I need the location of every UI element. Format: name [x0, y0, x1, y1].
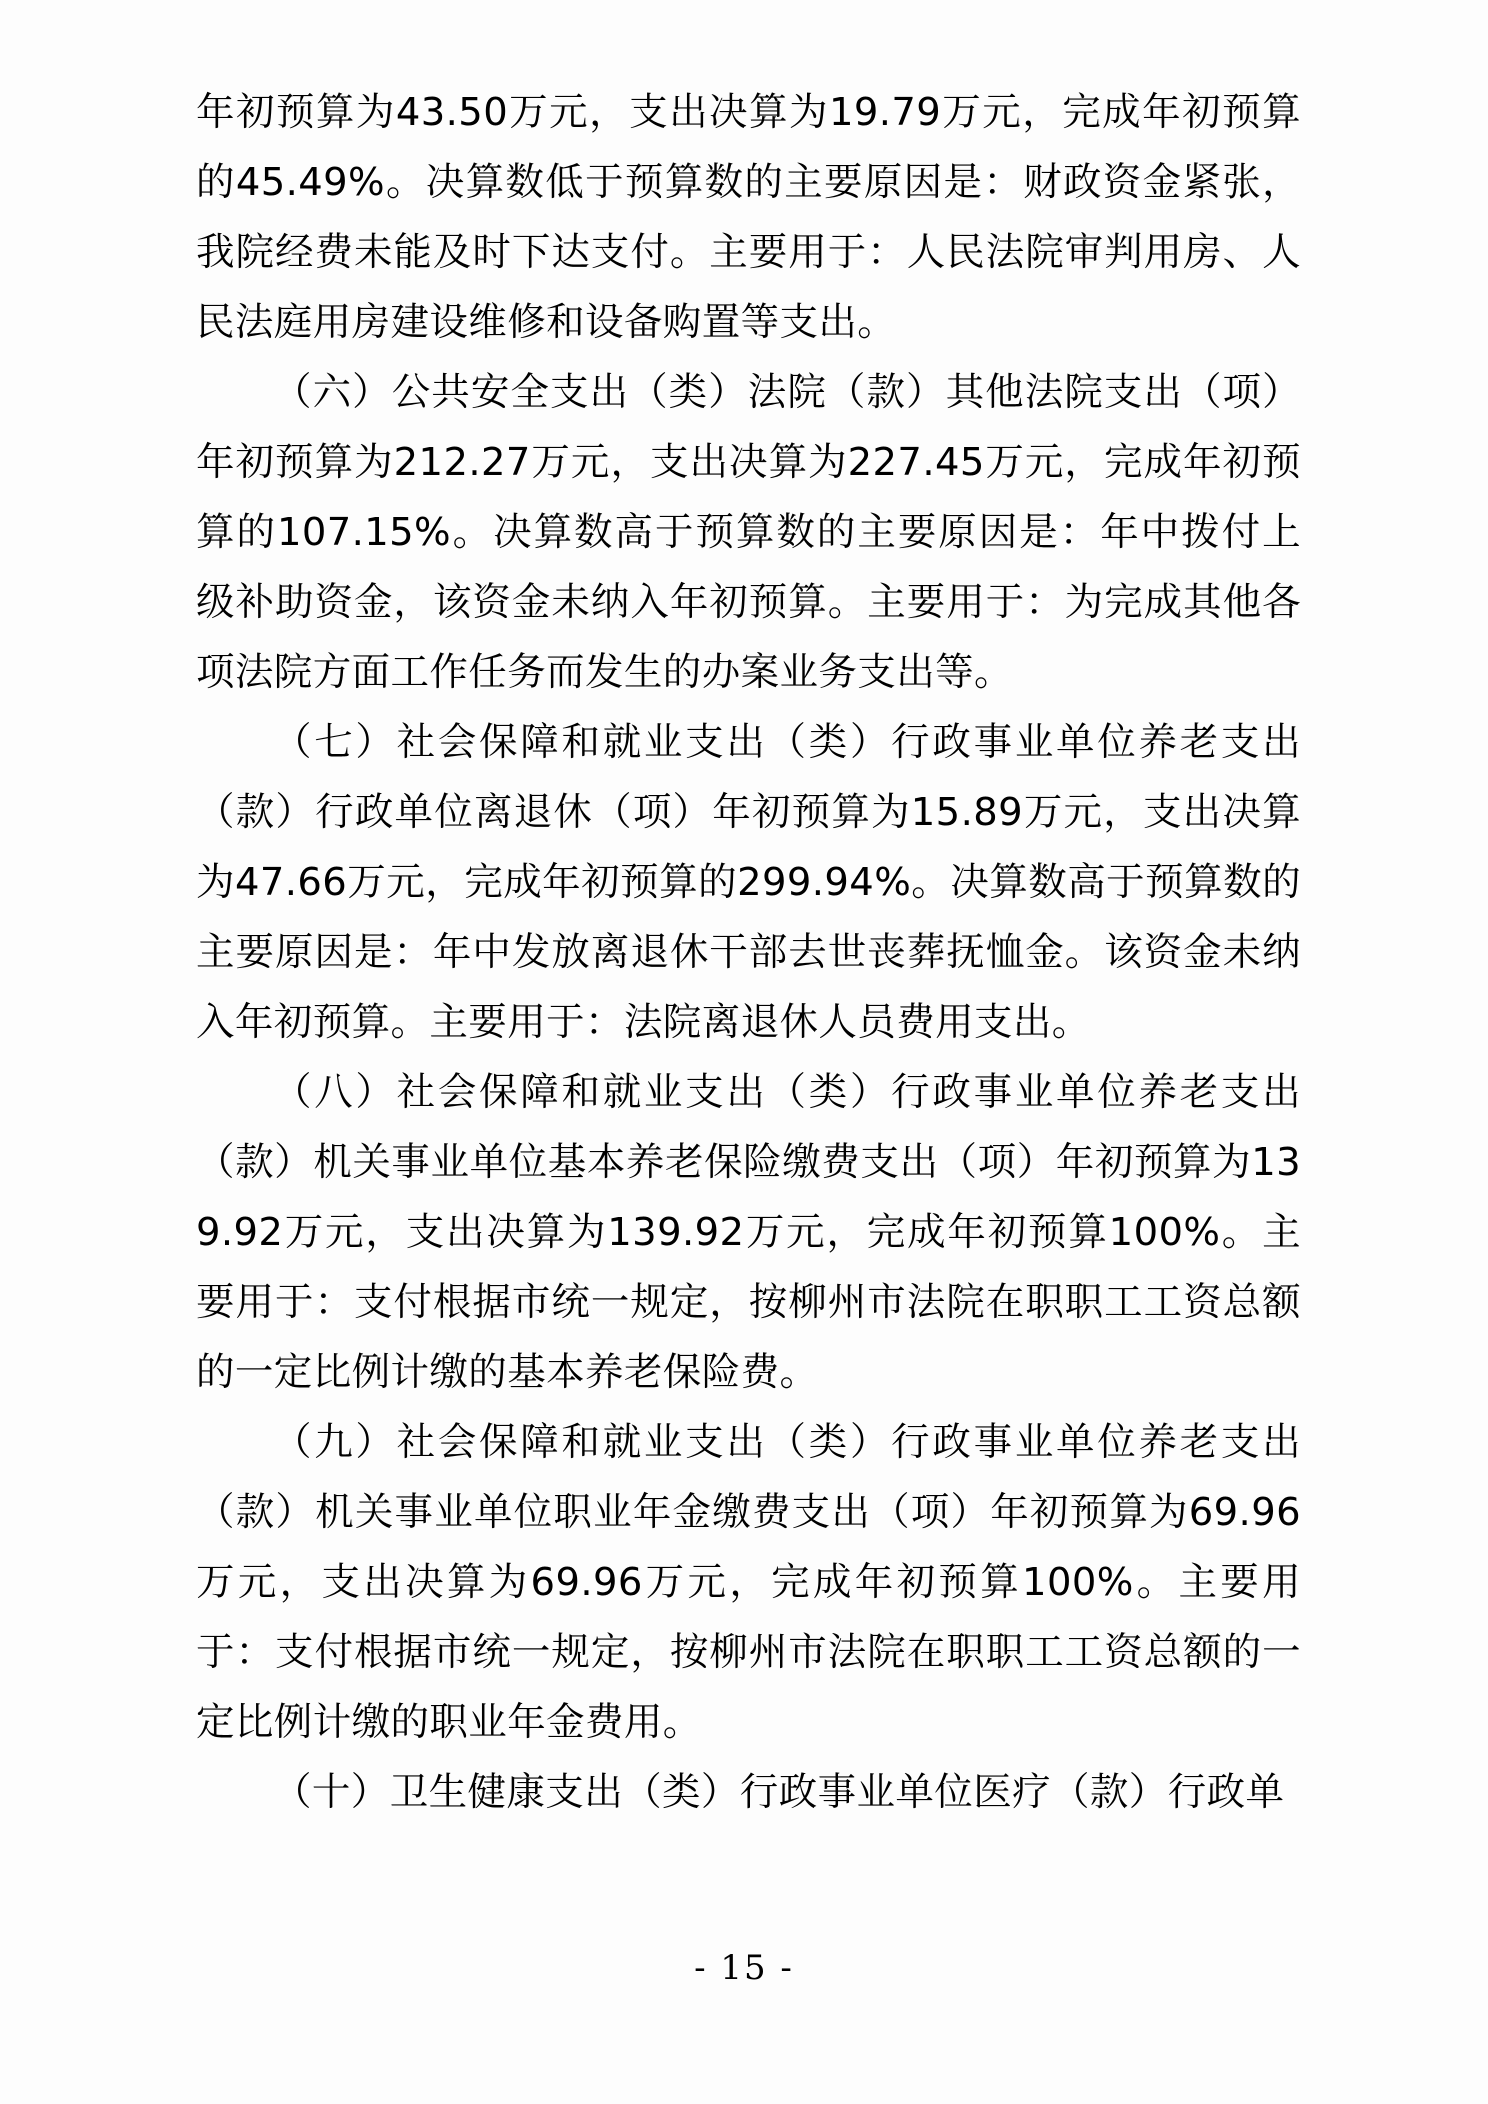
- paragraph-item-ten: （十）卫生健康支出（类）行政事业单位医疗（款）行政单: [273, 1770, 1285, 1815]
- paragraph-item-seven: （七）社会保障和就业支出（类）行政事业单位养老支出（款）行政单位离退休（项）年初预算为15.89万元，支出决算为47.66万元，完成年初预算的299.94%。决算数高于预算数的主要原因是：年中发放离退休干部去世丧葬抚恤金。该资金未纳入年初预算。主要用于：法院离退休人员费用支出。: [196, 720, 1301, 1045]
- page-number: - 15 -: [694, 1948, 794, 1988]
- document-body: [196, 78, 1301, 1828]
- paragraph-item-six: （六）公共安全支出（类）法院（款）其他法院支出（项）年初预算为212.27万元，支出决算为227.45万元，完成年初预算的107.15%。决算数高于预算数的主要原因是：年中拨付上级补助资金，该资金未纳入年初预算。主要用于：为完成其他各项法院方面工作任务而发生的办案业务支出等。: [196, 370, 1301, 695]
- paragraph-item-eight: （八）社会保障和就业支出（类）行政事业单位养老支出（款）机关事业单位基本养老保险缴费支出（项）年初预算为139.92万元，支出决算为139.92万元，完成年初预算100%。主要用于：支付根据市统一规定，按柳州市法院在职职工工资总额的一定比例计缴的基本养老保险费。: [196, 1070, 1301, 1395]
- paragraph-item-nine: （九）社会保障和就业支出（类）行政事业单位养老支出（款）机关事业单位职业年金缴费支出（项）年初预算为69.96万元，支出决算为69.96万元，完成年初预算100%。主要用于：支付根据市统一规定，按柳州市法院在职职工工资总额的一定比例计缴的职业年金费用。: [196, 1420, 1301, 1745]
- paragraph-continued: 年初预算为43.50万元，支出决算为19.79万元，完成年初预算的45.49%。决算数低于预算数的主要原因是：财政资金紧张，我院经费未能及时下达支付。主要用于：人民法院审判用房、人民法庭用房建设维修和设备购置等支出。: [196, 90, 1301, 345]
